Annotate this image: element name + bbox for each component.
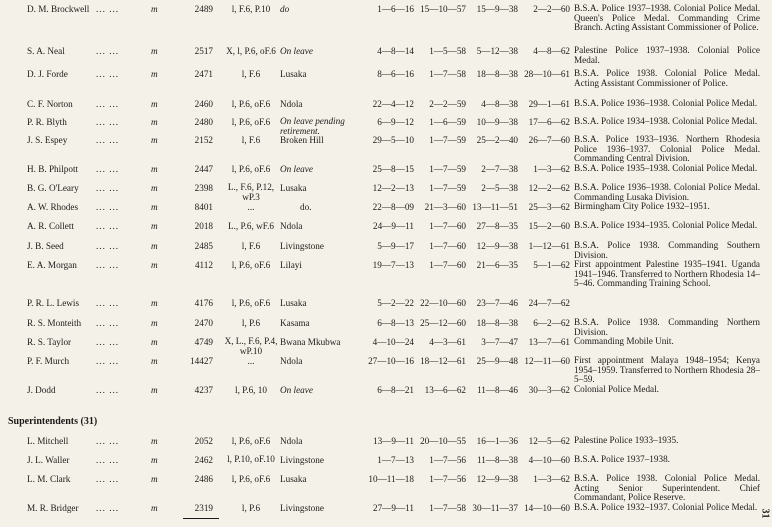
service-number: 2152 [194, 135, 213, 145]
officer-name: S. A. Neal [27, 46, 65, 56]
qualifications: l, P.6, oF.6 [231, 298, 271, 308]
sex: m [151, 117, 158, 127]
date-of-appointment: 2—7—38 [481, 164, 518, 174]
officer-name: D. J. Forde [27, 69, 68, 79]
date-of-rank: 1—7—58 [429, 69, 466, 79]
remarks: B.S.A. Police 1938. Colonial Police Medal. Acting Assistant Commissioner of Police. [574, 68, 760, 88]
remarks: Birmingham City Police 1932–1951. [574, 201, 710, 211]
leader-dots: ... ... [96, 385, 120, 395]
officer-name: R. S. Taylor [27, 337, 72, 347]
qualifications: l, F.6 [241, 241, 261, 251]
service-number: 2018 [194, 221, 213, 231]
officer-name: J. S. Espey [27, 135, 68, 145]
service-number: 8401 [194, 202, 213, 212]
leader-dots: ... ... [96, 260, 120, 270]
date-of-rank: 1—7—59 [429, 164, 466, 174]
date-of-birth: 22—4—12 [372, 99, 414, 109]
remarks: Colonial Police Medal. [574, 384, 659, 394]
service-number: 2319 [194, 503, 213, 513]
service-number: 2398 [194, 183, 213, 193]
date-of-birth: 8—6—16 [377, 69, 414, 79]
date-of-rank: 1—7—59 [429, 135, 466, 145]
date-of-birth: 10—11—18 [368, 474, 414, 484]
date-of-appointment: 30—11—37 [472, 503, 518, 513]
leader-dots: ... ... [96, 99, 120, 109]
date-of-appointment: 11—8—38 [476, 455, 518, 465]
sex: m [151, 474, 158, 484]
remarks: B.S.A. Police 1935–1938. Colonial Police Medal. [574, 163, 758, 173]
date-of-leave: 15—2—60 [528, 221, 570, 231]
qualifications: ... [247, 356, 255, 366]
officer-name: P. R. Blyth [27, 117, 67, 127]
date-of-birth: 1—6—16 [377, 4, 414, 14]
service-number: 2471 [194, 69, 213, 79]
station: On leave [280, 46, 313, 56]
service-number: 2480 [194, 117, 213, 127]
remarks: B.S.A. Police 1933–1936. Northern Rhodesia Police 1936–1937. Colonial Police Medal. Commanding Central Division. [574, 134, 760, 164]
service-number: 4112 [194, 260, 213, 270]
remarks: B.S.A. Police 1938. Commanding Northern Division. [574, 317, 760, 337]
officer-name: A. W. Rhodes [27, 202, 79, 212]
service-number: 2470 [194, 318, 213, 328]
underline-mark [183, 518, 219, 519]
qualifications: l, F.6, P.10 [231, 4, 271, 14]
station: Livingstone [280, 241, 324, 251]
station: Livingstone [280, 503, 324, 513]
sex: m [151, 183, 158, 193]
date-of-leave: 28—10—61 [524, 69, 570, 79]
date-of-birth: 5—2—22 [377, 298, 414, 308]
date-of-leave: 12—5—62 [528, 436, 570, 446]
station: Kasama [280, 318, 310, 328]
sex: m [151, 69, 158, 79]
leader-dots: ... ... [96, 436, 120, 446]
date-of-appointment: 11—8—46 [476, 385, 518, 395]
officer-name: E. A. Morgan [27, 260, 77, 270]
sex: m [151, 455, 158, 465]
leader-dots: ... ... [96, 474, 120, 484]
service-number: 14427 [190, 356, 213, 366]
date-of-rank: 1—6—59 [429, 117, 466, 127]
qualifications: ... [247, 202, 255, 212]
station: Lilayi [280, 260, 302, 270]
sex: m [151, 99, 158, 109]
date-of-leave: 12—2—62 [528, 183, 570, 193]
date-of-rank: 25—12—60 [420, 318, 466, 328]
date-of-leave: 14—10—60 [524, 503, 570, 513]
service-number: 2460 [194, 99, 213, 109]
leader-dots: ... ... [96, 69, 120, 79]
remarks: First appointment Malaya 1948–1954; Kenya 1954–1959. Transferred to Northern Rhodesia 28–5–59. [574, 355, 760, 385]
date-of-appointment: 18—8—38 [476, 69, 518, 79]
officer-name: P. F. Murch [27, 356, 70, 366]
service-number: 4237 [194, 385, 213, 395]
sex: m [151, 4, 158, 14]
remarks: B.S.A. Police 1937–1938. [574, 454, 670, 464]
station: do [280, 4, 290, 14]
station: On leave [280, 164, 313, 174]
service-number: 4176 [194, 298, 213, 308]
station: Lusaka [280, 183, 307, 193]
date-of-birth: 25—8—15 [372, 164, 414, 174]
leader-dots: ... ... [96, 318, 120, 328]
remarks: B.S.A. Police 1938. Commanding Southern Division. [574, 240, 760, 260]
qualifications: l, P.6, 10 [235, 385, 267, 395]
date-of-appointment: 18—8—38 [476, 318, 518, 328]
date-of-appointment: 25—9—48 [476, 356, 518, 366]
remarks: Palestine Police 1933–1935. [574, 435, 679, 445]
remarks: B.S.A. Police 1934–1938. Colonial Police Medal. [574, 116, 758, 126]
sex: m [151, 356, 158, 366]
date-of-rank: 15—10—57 [420, 4, 466, 14]
date-of-birth: 29—5—10 [372, 135, 414, 145]
station: Broken Hill [280, 135, 324, 145]
qualifications: L., F.6, P.12, wP.3 [227, 182, 275, 202]
remarks: First appointment Palestine 1935–1941. Uganda 1941–1946. Transferred to Northern Rhodesia 14–5–46. Commanding Training School. [574, 259, 760, 289]
leader-dots: ... ... [96, 455, 120, 465]
officer-name: A. R. Collett [27, 221, 74, 231]
date-of-appointment: 23—7—46 [476, 298, 518, 308]
date-of-birth: 12—2—13 [372, 183, 414, 193]
date-of-appointment: 25—2—40 [476, 135, 518, 145]
leader-dots: ... ... [96, 183, 120, 193]
officer-name: J. Dodd [27, 385, 56, 395]
date-of-birth: 19—7—13 [372, 260, 414, 270]
sex: m [151, 241, 158, 251]
remarks: B.S.A. Police 1936–1938. Colonial Police Medal. [574, 98, 758, 108]
station: Lusaka [280, 474, 307, 484]
date-of-rank: 18—12—61 [420, 356, 466, 366]
remarks: Commanding Mobile Unit. [574, 336, 674, 346]
officer-name: D. M. Brockwell [27, 4, 90, 14]
date-of-birth: 27—9—11 [372, 503, 414, 513]
leader-dots: ... ... [96, 164, 120, 174]
station: do. [300, 202, 312, 212]
date-of-appointment: 15—9—38 [476, 4, 518, 14]
date-of-leave: 6—2—62 [533, 318, 570, 328]
service-number: 2447 [194, 164, 213, 174]
station: On leave pending retirement. [280, 116, 345, 136]
qualifications: l, P.6 [241, 318, 261, 328]
service-number: 2052 [194, 436, 213, 446]
date-of-appointment: 12—9—38 [476, 474, 518, 484]
date-of-rank: 4—3—61 [429, 337, 466, 347]
qualifications: l, F.6 [241, 135, 261, 145]
sex: m [151, 260, 158, 270]
qualifications: L., P.6, wF.6 [228, 221, 274, 231]
date-of-leave: 4—8—62 [533, 46, 570, 56]
station: Lusaka [280, 298, 307, 308]
date-of-leave: 1—3—62 [533, 474, 570, 484]
date-of-birth: 6—9—12 [377, 117, 414, 127]
date-of-leave: 1—12—61 [528, 241, 570, 251]
officer-name: R. S. Monteith [27, 318, 82, 328]
leader-dots: ... ... [96, 202, 120, 212]
station: Bwana Mkubwa [280, 337, 341, 347]
leader-dots: ... ... [96, 337, 120, 347]
date-of-birth: 5—9—17 [377, 241, 414, 251]
service-number: 2485 [194, 241, 213, 251]
station: On leave [280, 385, 313, 395]
qualifications: l, P.6, oF.6 [231, 474, 271, 484]
date-of-birth: 6—8—21 [377, 385, 414, 395]
date-of-leave: 17—6—62 [528, 117, 570, 127]
date-of-rank: 1—7—59 [429, 183, 466, 193]
service-number: 2462 [194, 455, 213, 465]
sex: m [151, 221, 158, 231]
remarks: B.S.A. Police 1934–1935. Colonial Police Medal. [574, 220, 758, 230]
qualifications: l, P.10, oF.10 [227, 454, 275, 464]
sex: m [151, 385, 158, 395]
date-of-rank: 1—7—56 [429, 455, 466, 465]
station: Ndola [280, 436, 303, 446]
date-of-rank: 21—3—60 [424, 202, 466, 212]
service-number: 2486 [194, 474, 213, 484]
service-number: 2517 [194, 46, 213, 56]
date-of-leave: 30—3—62 [528, 385, 570, 395]
section-heading: Superintendents (31) [8, 416, 98, 427]
sex: m [151, 337, 158, 347]
remarks: B.S.A. Police 1936–1938. Colonial Police Medal. Commanding Lusaka Division. [574, 182, 760, 202]
date-of-leave: 29—1—61 [528, 99, 570, 109]
qualifications: X, l, P.6, oF.6 [226, 46, 276, 56]
date-of-appointment: 16—1—36 [476, 436, 518, 446]
leader-dots: ... ... [96, 241, 120, 251]
officer-name: C. F. Norton [27, 99, 73, 109]
date-of-birth: 24—9—11 [372, 221, 414, 231]
qualifications: l, P.6 [241, 503, 261, 513]
remarks: Palestine Police 1937–1938. Colonial Police Medal. [574, 45, 760, 65]
service-number: 4749 [194, 337, 213, 347]
date-of-leave: 2—2—60 [533, 4, 570, 14]
date-of-appointment: 13—11—51 [472, 202, 518, 212]
qualifications: l, P.6, oF.6 [231, 117, 271, 127]
leader-dots: ... ... [96, 356, 120, 366]
date-of-rank: 13—6—62 [424, 385, 466, 395]
date-of-rank: 1—5—58 [429, 46, 466, 56]
sex: m [151, 164, 158, 174]
date-of-appointment: 27—8—35 [476, 221, 518, 231]
date-of-rank: 2—2—59 [429, 99, 466, 109]
date-of-leave: 12—11—60 [524, 356, 570, 366]
date-of-appointment: 12—9—38 [476, 241, 518, 251]
page-number: 31 [759, 508, 771, 519]
date-of-birth: 4—8—14 [377, 46, 414, 56]
station: Ndola [280, 356, 303, 366]
sex: m [151, 202, 158, 212]
officer-name: B. G. O'Leary [27, 183, 79, 193]
date-of-rank: 22—10—60 [420, 298, 466, 308]
date-of-appointment: 2—5—38 [481, 183, 518, 193]
officer-name: L. M. Clark [27, 474, 71, 484]
date-of-rank: 1—7—60 [429, 221, 466, 231]
date-of-leave: 25—3—62 [528, 202, 570, 212]
service-number: 2489 [194, 4, 213, 14]
date-of-leave: 1—3—62 [533, 164, 570, 174]
date-of-birth: 13—9—11 [372, 436, 414, 446]
sex: m [151, 46, 158, 56]
sex: m [151, 503, 158, 513]
leader-dots: ... ... [96, 503, 120, 513]
officer-name: M. R. Bridger [27, 503, 79, 513]
date-of-birth: 1—7—13 [377, 455, 414, 465]
qualifications: l, P.6, oF.6 [231, 436, 271, 446]
date-of-birth: 22—8—09 [372, 202, 414, 212]
date-of-birth: 4—10—24 [372, 337, 414, 347]
date-of-appointment: 3—7—47 [481, 337, 518, 347]
leader-dots: ... ... [96, 221, 120, 231]
date-of-birth: 27—10—16 [368, 356, 414, 366]
station: Ndola [280, 221, 303, 231]
date-of-rank: 1—7—60 [429, 241, 466, 251]
date-of-rank: 20—10—55 [420, 436, 466, 446]
date-of-appointment: 5—12—38 [476, 46, 518, 56]
officer-name: H. B. Philpott [27, 164, 79, 174]
date-of-leave: 13—7—61 [528, 337, 570, 347]
officer-name: L. Mitchell [27, 436, 69, 446]
leader-dots: ... ... [96, 4, 120, 14]
remarks: B.S.A. Police 1937–1938. Colonial Police Medal. Queen's Police Medal. Commanding Crime Branch. Acting Assistant Commissioner of Police. [574, 3, 760, 33]
date-of-birth: 6—8—13 [377, 318, 414, 328]
date-of-appointment: 4—8—38 [481, 99, 518, 109]
qualifications: l, P.6, oF.6 [231, 164, 271, 174]
date-of-appointment: 10—9—38 [476, 117, 518, 127]
date-of-leave: 26—7—60 [528, 135, 570, 145]
station: Ndola [280, 99, 303, 109]
date-of-leave: 4—10—60 [528, 455, 570, 465]
leader-dots: ... ... [96, 135, 120, 145]
station: Livingstone [280, 455, 324, 465]
date-of-rank: 1—7—58 [429, 503, 466, 513]
officer-name: J. L. Waller [27, 455, 70, 465]
officer-name: J. B. Seed [27, 241, 64, 251]
sex: m [151, 318, 158, 328]
leader-dots: ... ... [96, 46, 120, 56]
date-of-appointment: 21—6—35 [476, 260, 518, 270]
date-of-rank: 1—7—56 [429, 474, 466, 484]
leader-dots: ... ... [96, 117, 120, 127]
date-of-leave: 5—1—62 [533, 260, 570, 270]
officer-name: P. R. L. Lewis [27, 298, 80, 308]
sex: m [151, 135, 158, 145]
qualifications: X, L., F.6, P.4, wP.10 [224, 336, 278, 356]
qualifications: l, P.6, oF.6 [231, 99, 271, 109]
date-of-leave: 24—7—62 [528, 298, 570, 308]
qualifications: l, P.6, oF.6 [231, 260, 271, 270]
remarks: B.S.A. Police 1932–1937. Colonial Police Medal. [574, 502, 758, 512]
leader-dots: ... ... [96, 298, 120, 308]
station: Lusaka [280, 69, 307, 79]
sex: m [151, 298, 158, 308]
qualifications: l, F.6 [241, 69, 261, 79]
sex: m [151, 436, 158, 446]
date-of-rank: 1—7—60 [429, 260, 466, 270]
remarks: B.S.A. Police 1938. Colonial Police Medal. Acting Senior Superintendent. Chief Commandant, Police Reserve. [574, 473, 760, 503]
